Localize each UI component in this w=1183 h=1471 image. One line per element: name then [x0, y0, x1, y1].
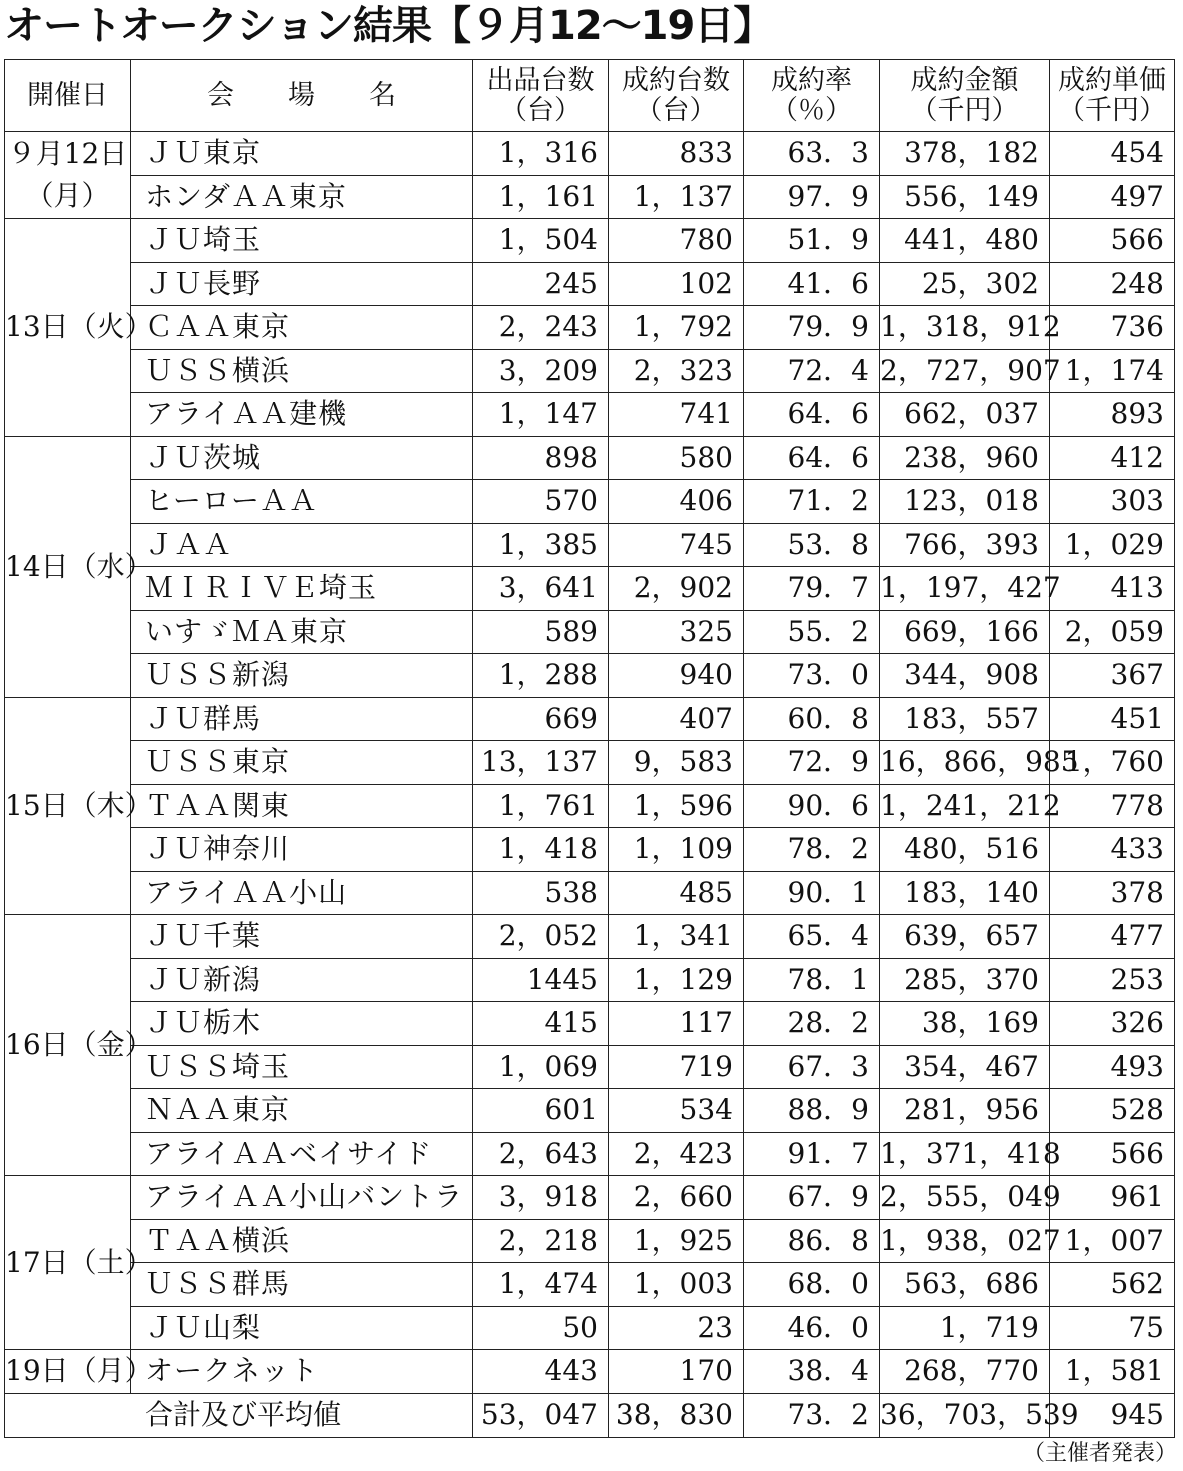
table-row — [5, 610, 1175, 654]
success-rate-cell: 90．1 — [744, 871, 880, 915]
table-row — [5, 828, 1175, 872]
venue-cell: ＵＳＳ横浜 — [131, 349, 473, 393]
sold-count-cell: 1，925 — [609, 1219, 744, 1263]
sales-amount-cell: 285，370 — [880, 958, 1050, 1002]
sold-count-cell: 170 — [609, 1350, 744, 1394]
date-label: 15日（木） — [5, 788, 153, 822]
sales-amount-cell: 1，318，912 — [880, 306, 1050, 350]
sold-count-cell: 325 — [609, 610, 744, 654]
date-cell — [5, 697, 153, 915]
success-rate-cell: 67．3 — [744, 1045, 880, 1089]
unit-price-cell: 248 — [1050, 262, 1175, 306]
header-row — [5, 60, 1175, 132]
sold-count-cell: 117 — [609, 1002, 744, 1046]
venue-cell: ＪＵ長野 — [131, 262, 473, 306]
table-row — [5, 1045, 1175, 1089]
header-label: 開催日 — [27, 79, 108, 111]
header-venue — [131, 60, 473, 132]
venue-cell: ＵＳＳ新潟 — [131, 654, 473, 698]
success-rate-cell: 72．9 — [744, 741, 880, 785]
sold-count-cell: 534 — [609, 1089, 744, 1133]
table-row — [5, 175, 1175, 219]
header-label: 成約金額 — [910, 64, 1019, 96]
sold-count-cell: 23 — [609, 1306, 744, 1350]
unit-price-cell: 1，029 — [1050, 523, 1175, 567]
listed-count-cell: 1，288 — [473, 654, 609, 698]
sales-amount-cell: 16，866，985 — [880, 741, 1050, 785]
venue-cell: ＪＵ千葉 — [131, 915, 473, 959]
average-rate-cell: 73．2 — [744, 1393, 880, 1437]
success-rate-cell: 90．6 — [744, 784, 880, 828]
sold-count-cell: 745 — [609, 523, 744, 567]
sales-amount-cell: 183，557 — [880, 697, 1050, 741]
header-unit: （千円） — [910, 94, 1019, 126]
success-rate-cell: 79．7 — [744, 567, 880, 611]
sales-amount-cell: 1，197，427 — [880, 567, 1050, 611]
sales-amount-cell: 281，956 — [880, 1089, 1050, 1133]
average-unit-price-cell: 945 — [1050, 1393, 1175, 1437]
sales-amount-cell: 766，393 — [880, 523, 1050, 567]
unit-price-cell: 1，007 — [1050, 1219, 1175, 1263]
venue-cell: ＴＡＡ関東 — [131, 784, 473, 828]
venue-cell: ホンダＡＡ東京 — [131, 175, 473, 219]
sales-amount-cell: 25，302 — [880, 262, 1050, 306]
table-row — [5, 306, 1175, 350]
table-row — [5, 1176, 1175, 1220]
sold-count-cell: 833 — [609, 132, 744, 176]
header-date — [5, 60, 131, 132]
date-cell — [5, 1176, 153, 1350]
venue-cell: アライＡＡ小山バントラ — [131, 1176, 473, 1220]
unit-price-cell: 477 — [1050, 915, 1175, 959]
page-title: オートオークション結果【９月12～19日】 — [4, 3, 773, 49]
sold-count-cell: 407 — [609, 697, 744, 741]
header-listed — [473, 60, 609, 132]
venue-cell: ＵＳＳ群馬 — [131, 1263, 473, 1307]
date-label: 14日（水） — [5, 549, 153, 583]
sold-count-cell: 485 — [609, 871, 744, 915]
table-row — [5, 132, 1175, 176]
date-cell — [5, 219, 153, 437]
sales-amount-cell: 662，037 — [880, 393, 1050, 437]
listed-count-cell: 3，209 — [473, 349, 609, 393]
venue-cell: アライＡＡ小山 — [131, 871, 473, 915]
listed-count-cell: 1，385 — [473, 523, 609, 567]
sold-count-cell: 2，423 — [609, 1132, 744, 1176]
sold-count-cell: 1，003 — [609, 1263, 744, 1307]
listed-count-cell: 245 — [473, 262, 609, 306]
listed-count-cell: 601 — [473, 1089, 609, 1133]
date-label: ９月12日 — [7, 137, 128, 170]
total-amount-cell: 36，703，539 — [880, 1393, 1050, 1437]
sold-count-cell: 2，323 — [609, 349, 744, 393]
header-rate — [744, 60, 880, 132]
unit-price-cell: 566 — [1050, 219, 1175, 263]
listed-count-cell: 1，069 — [473, 1045, 609, 1089]
date-cell — [5, 1350, 153, 1394]
venue-cell: ＪＵ栃木 — [131, 1002, 473, 1046]
listed-count-cell: 443 — [473, 1350, 609, 1394]
success-rate-cell: 73．0 — [744, 654, 880, 698]
venue-cell: ＮＡＡ東京 — [131, 1089, 473, 1133]
sold-count-cell: 741 — [609, 393, 744, 437]
success-rate-cell: 78．1 — [744, 958, 880, 1002]
sales-amount-cell: 1，241，212 — [880, 784, 1050, 828]
venue-cell: ＪＵ茨城 — [131, 436, 473, 480]
table-row — [5, 915, 1175, 959]
sold-count-cell: 1，129 — [609, 958, 744, 1002]
success-rate-cell: 41．6 — [744, 262, 880, 306]
total-sold-cell: 38，830 — [609, 1393, 744, 1437]
success-rate-cell: 91．7 — [744, 1132, 880, 1176]
venue-cell: アライＡＡベイサイド — [131, 1132, 473, 1176]
venue-cell: ＵＳＳ埼玉 — [131, 1045, 473, 1089]
sales-amount-cell: 378，182 — [880, 132, 1050, 176]
venue-cell: ＣＡＡ東京 — [131, 306, 473, 350]
unit-price-cell: 451 — [1050, 697, 1175, 741]
unit-price-cell: 326 — [1050, 1002, 1175, 1046]
sold-count-cell: 1，137 — [609, 175, 744, 219]
sales-amount-cell: 1，719 — [880, 1306, 1050, 1350]
sold-count-cell: 780 — [609, 219, 744, 263]
header-label: 成約率 — [771, 64, 852, 96]
table-row — [5, 1350, 1175, 1394]
sales-amount-cell: 123，018 — [880, 480, 1050, 524]
listed-count-cell: 1，147 — [473, 393, 609, 437]
sold-count-cell: 940 — [609, 654, 744, 698]
venue-cell: ＪＵ群馬 — [131, 697, 473, 741]
listed-count-cell: 2，218 — [473, 1219, 609, 1263]
table-row — [5, 349, 1175, 393]
success-rate-cell: 67．9 — [744, 1176, 880, 1220]
listed-count-cell: 2，643 — [473, 1132, 609, 1176]
sold-count-cell: 9，583 — [609, 741, 744, 785]
date-cell — [5, 436, 153, 697]
sold-count-cell: 1，596 — [609, 784, 744, 828]
date-label: 17日（土） — [5, 1245, 153, 1279]
sold-count-cell: 406 — [609, 480, 744, 524]
table-row — [5, 1263, 1175, 1307]
header-label: 成約台数 — [622, 64, 730, 96]
venue-cell: ＪＵ山梨 — [131, 1306, 473, 1350]
listed-count-cell: 2，243 — [473, 306, 609, 350]
table-row — [5, 1306, 1175, 1350]
listed-count-cell: 1，761 — [473, 784, 609, 828]
venue-cell: ＪＵ神奈川 — [131, 828, 473, 872]
date-label: 16日（金） — [5, 1028, 153, 1061]
success-rate-cell: 55．2 — [744, 610, 880, 654]
listed-count-cell: 1，504 — [473, 219, 609, 263]
listed-count-cell: 415 — [473, 1002, 609, 1046]
sales-amount-cell: 344，908 — [880, 654, 1050, 698]
table-row — [5, 1089, 1175, 1133]
listed-count-cell: 13，137 — [473, 741, 609, 785]
sold-count-cell: 2，660 — [609, 1176, 744, 1220]
header-unit: （％） — [771, 94, 852, 126]
listed-count-cell: 50 — [473, 1306, 609, 1350]
success-rate-cell: 51．9 — [744, 219, 880, 263]
sold-count-cell: 1，341 — [609, 915, 744, 959]
unit-price-cell: 1，760 — [1050, 741, 1175, 785]
sales-amount-cell: 38，169 — [880, 1002, 1050, 1046]
unit-price-cell: 2，059 — [1050, 610, 1175, 654]
success-rate-cell: 46．0 — [744, 1306, 880, 1350]
venue-cell: ＪＵ新潟 — [131, 958, 473, 1002]
table-row — [5, 523, 1175, 567]
unit-price-cell: 566 — [1050, 1132, 1175, 1176]
venue-cell: いすゞＭＡ東京 — [131, 610, 473, 654]
unit-price-cell: 413 — [1050, 567, 1175, 611]
table-row — [5, 1002, 1175, 1046]
table-row — [5, 958, 1175, 1002]
venue-cell: ＵＳＳ東京 — [131, 741, 473, 785]
sold-count-cell: 2，902 — [609, 567, 744, 611]
date-cell — [5, 132, 131, 219]
date-label: 13日（火） — [5, 310, 153, 344]
listed-count-cell: 589 — [473, 610, 609, 654]
table-row — [5, 784, 1175, 828]
unit-price-cell: 253 — [1050, 958, 1175, 1002]
unit-price-cell: 433 — [1050, 828, 1175, 872]
listed-count-cell: 1，474 — [473, 1263, 609, 1307]
unit-price-cell: 497 — [1050, 175, 1175, 219]
unit-price-cell: 1，581 — [1050, 1350, 1175, 1394]
table-row — [5, 480, 1175, 524]
sales-amount-cell: 183，140 — [880, 871, 1050, 915]
success-rate-cell: 97．9 — [744, 175, 880, 219]
success-rate-cell: 68．0 — [744, 1263, 880, 1307]
sales-amount-cell: 238，960 — [880, 436, 1050, 480]
listed-count-cell: 1445 — [473, 958, 609, 1002]
success-rate-cell: 79．9 — [744, 306, 880, 350]
sales-amount-cell: 639，657 — [880, 915, 1050, 959]
sales-amount-cell: 441，480 — [880, 219, 1050, 263]
venue-cell: アライＡＡ建機 — [131, 393, 473, 437]
unit-price-cell: 493 — [1050, 1045, 1175, 1089]
unit-price-cell: 367 — [1050, 654, 1175, 698]
listed-count-cell: 1，316 — [473, 132, 609, 176]
success-rate-cell: 71．2 — [744, 480, 880, 524]
table-row — [5, 393, 1175, 437]
header-sold — [609, 60, 744, 132]
sold-count-cell: 580 — [609, 436, 744, 480]
table-row — [5, 1132, 1175, 1176]
sales-amount-cell: 563，686 — [880, 1263, 1050, 1307]
header-unit: （台） — [500, 94, 581, 126]
sales-amount-cell: 556，149 — [880, 175, 1050, 219]
table-row — [5, 436, 1175, 480]
total-listed-cell: 53，047 — [473, 1393, 609, 1437]
table-row — [5, 567, 1175, 611]
listed-count-cell: 1，418 — [473, 828, 609, 872]
success-rate-cell: 78．2 — [744, 828, 880, 872]
header-unit: （千円） — [1058, 94, 1166, 126]
sales-amount-cell: 354，467 — [880, 1045, 1050, 1089]
table-row — [5, 697, 1175, 741]
total-row — [5, 1393, 1175, 1437]
date-label: 19日（月） — [5, 1354, 153, 1388]
unit-price-cell: 1，174 — [1050, 349, 1175, 393]
sales-amount-cell: 2，555，049 — [880, 1176, 1050, 1220]
table-row — [5, 1219, 1175, 1263]
sales-amount-cell: 669，166 — [880, 610, 1050, 654]
success-rate-cell: 65．4 — [744, 915, 880, 959]
sales-amount-cell: 480，516 — [880, 828, 1050, 872]
venue-cell: ＭＩＲＩＶＥ埼玉 — [131, 567, 473, 611]
sales-amount-cell: 2，727，907 — [880, 349, 1050, 393]
success-rate-cell: 72．4 — [744, 349, 880, 393]
venue-cell: ヒーローＡＡ — [131, 480, 473, 524]
header-unit: （台） — [635, 94, 717, 126]
venue-cell: ＴＡＡ横浜 — [131, 1219, 473, 1263]
unit-price-cell: 736 — [1050, 306, 1175, 350]
unit-price-cell: 412 — [1050, 436, 1175, 480]
success-rate-cell: 64．6 — [744, 393, 880, 437]
header-label: 会 場 名 — [207, 79, 396, 111]
table-row — [5, 262, 1175, 306]
success-rate-cell: 64．6 — [744, 436, 880, 480]
success-rate-cell: 63．3 — [744, 132, 880, 176]
header-label: 出品台数 — [486, 64, 595, 96]
unit-price-cell: 961 — [1050, 1176, 1175, 1220]
sold-count-cell: 719 — [609, 1045, 744, 1089]
venue-cell: ＪＵ埼玉 — [131, 219, 473, 263]
table-row — [5, 871, 1175, 915]
table-row — [5, 654, 1175, 698]
header-label: 成約単価 — [1058, 64, 1166, 96]
listed-count-cell: 669 — [473, 697, 609, 741]
total-label: 合計及び平均値 — [5, 1393, 473, 1437]
weekday-label: （月） — [25, 179, 110, 212]
listed-count-cell: 898 — [473, 436, 609, 480]
sold-count-cell: 102 — [609, 262, 744, 306]
unit-price-cell: 378 — [1050, 871, 1175, 915]
unit-price-cell: 528 — [1050, 1089, 1175, 1133]
success-rate-cell: 38．4 — [744, 1350, 880, 1394]
sales-amount-cell: 1，938，027 — [880, 1219, 1050, 1263]
unit-price-cell: 562 — [1050, 1263, 1175, 1307]
listed-count-cell: 3，918 — [473, 1176, 609, 1220]
unit-price-cell: 303 — [1050, 480, 1175, 524]
sold-count-cell: 1，109 — [609, 828, 744, 872]
auction-results-table — [4, 59, 1175, 1438]
date-cell — [5, 915, 153, 1176]
listed-count-cell: 2，052 — [473, 915, 609, 959]
listed-count-cell: 1，161 — [473, 175, 609, 219]
venue-cell: ＪＡＡ — [131, 523, 473, 567]
listed-count-cell: 570 — [473, 480, 609, 524]
unit-price-cell: 778 — [1050, 784, 1175, 828]
unit-price-cell: 454 — [1050, 132, 1175, 176]
success-rate-cell: 86．8 — [744, 1219, 880, 1263]
sales-amount-cell: 1，371，418 — [880, 1132, 1050, 1176]
header-amount — [880, 60, 1050, 132]
venue-cell: オークネット — [131, 1350, 473, 1394]
listed-count-cell: 538 — [473, 871, 609, 915]
source-note: （主催者発表） — [1022, 1441, 1177, 1466]
unit-price-cell: 893 — [1050, 393, 1175, 437]
venue-cell: ＪＵ東京 — [131, 132, 473, 176]
success-rate-cell: 53．8 — [744, 523, 880, 567]
table-row — [5, 219, 1175, 263]
header-unit-price — [1050, 60, 1175, 132]
listed-count-cell: 3，641 — [473, 567, 609, 611]
table-row — [5, 741, 1175, 785]
success-rate-cell: 88．9 — [744, 1089, 880, 1133]
sales-amount-cell: 268，770 — [880, 1350, 1050, 1394]
unit-price-cell: 75 — [1050, 1306, 1175, 1350]
success-rate-cell: 28．2 — [744, 1002, 880, 1046]
success-rate-cell: 60．8 — [744, 697, 880, 741]
sold-count-cell: 1，792 — [609, 306, 744, 350]
